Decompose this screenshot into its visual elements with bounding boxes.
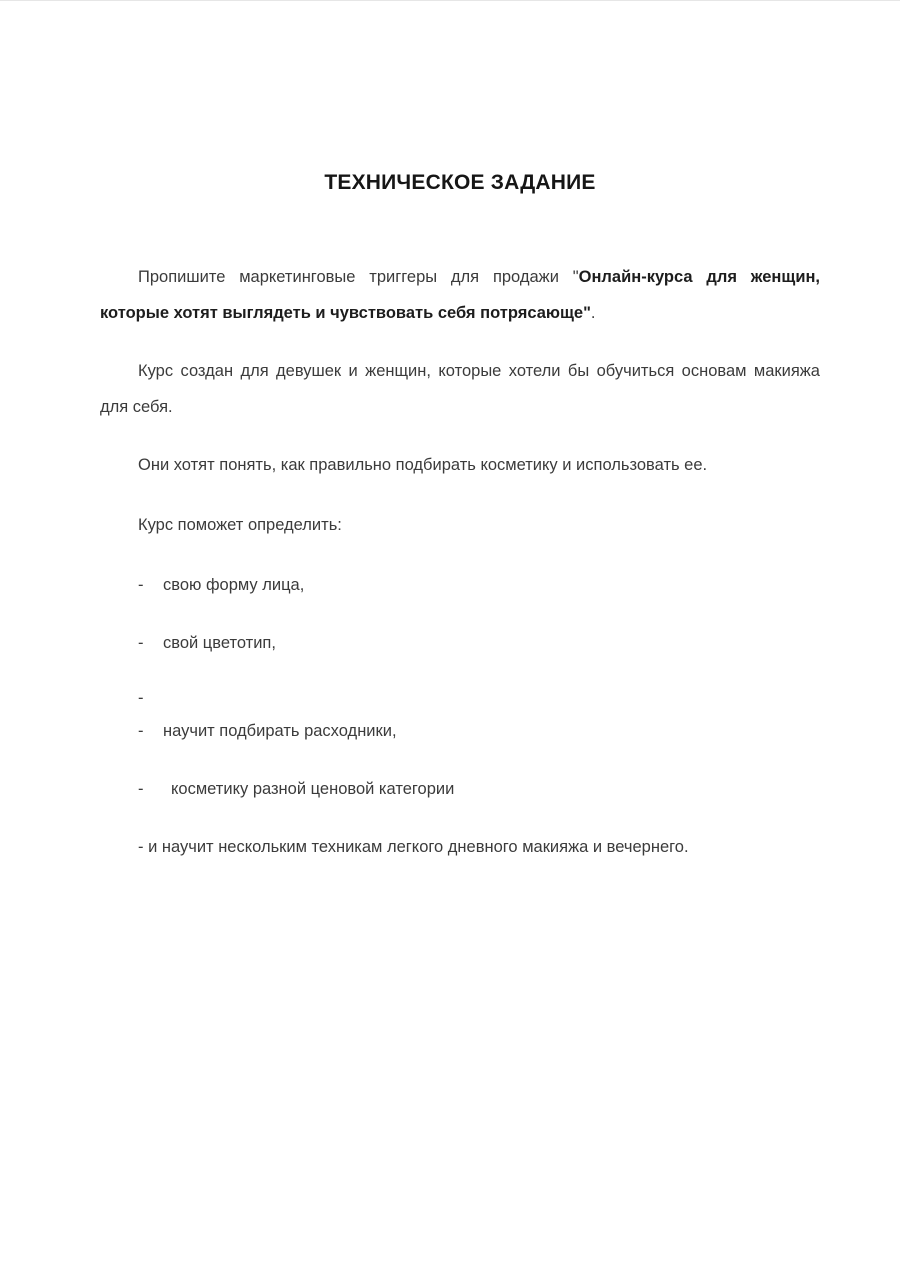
list-item — [100, 625, 820, 661]
list-item-label: научит подбирать расходники, — [163, 722, 397, 740]
dash-bullet-icon: - — [138, 722, 144, 740]
list-item-label: косметику разной ценовой категории — [171, 780, 455, 798]
paragraph-intro — [100, 259, 820, 331]
list-item-label: свой цветотип, — [163, 634, 276, 652]
intro-plain-text: Пропишите маркетинговые триггеры для продажи " — [138, 268, 579, 286]
paragraph-goal: Они хотят понять, как правильно подбирать косметику и использовать ее. — [138, 456, 708, 474]
list-item — [100, 771, 820, 807]
dash-bullet-icon: - — [138, 576, 144, 594]
intro-bold-text: Онлайн-курса для женщин, которые хотят выглядеть и чувствовать себя потрясающе" — [100, 268, 821, 322]
dash-bullet-icon: - — [138, 634, 144, 652]
course-outcomes-list — [100, 567, 820, 807]
list-item — [100, 713, 820, 749]
page-title: ТЕХНИЧЕСКОЕ ЗАДАНИЕ — [324, 171, 596, 194]
dash-bullet-icon: - — [138, 780, 144, 798]
paragraph-audience: Курс создан для девушек и женщин, которые хотели бы обучиться основам макияжа для себя. — [100, 362, 820, 416]
dash-bullet-icon: - — [138, 689, 144, 707]
list-item-empty — [100, 687, 820, 709]
list-item — [100, 567, 820, 603]
paragraph-closing: - и научит нескольким техникам легкого дневного макияжа и вечернего. — [138, 838, 689, 856]
list-item-label: свою форму лица, — [163, 576, 305, 594]
document-body — [100, 259, 820, 865]
paragraph-list-lead: Курс поможет определить: — [138, 516, 342, 534]
intro-tail-text: . — [590, 304, 596, 322]
